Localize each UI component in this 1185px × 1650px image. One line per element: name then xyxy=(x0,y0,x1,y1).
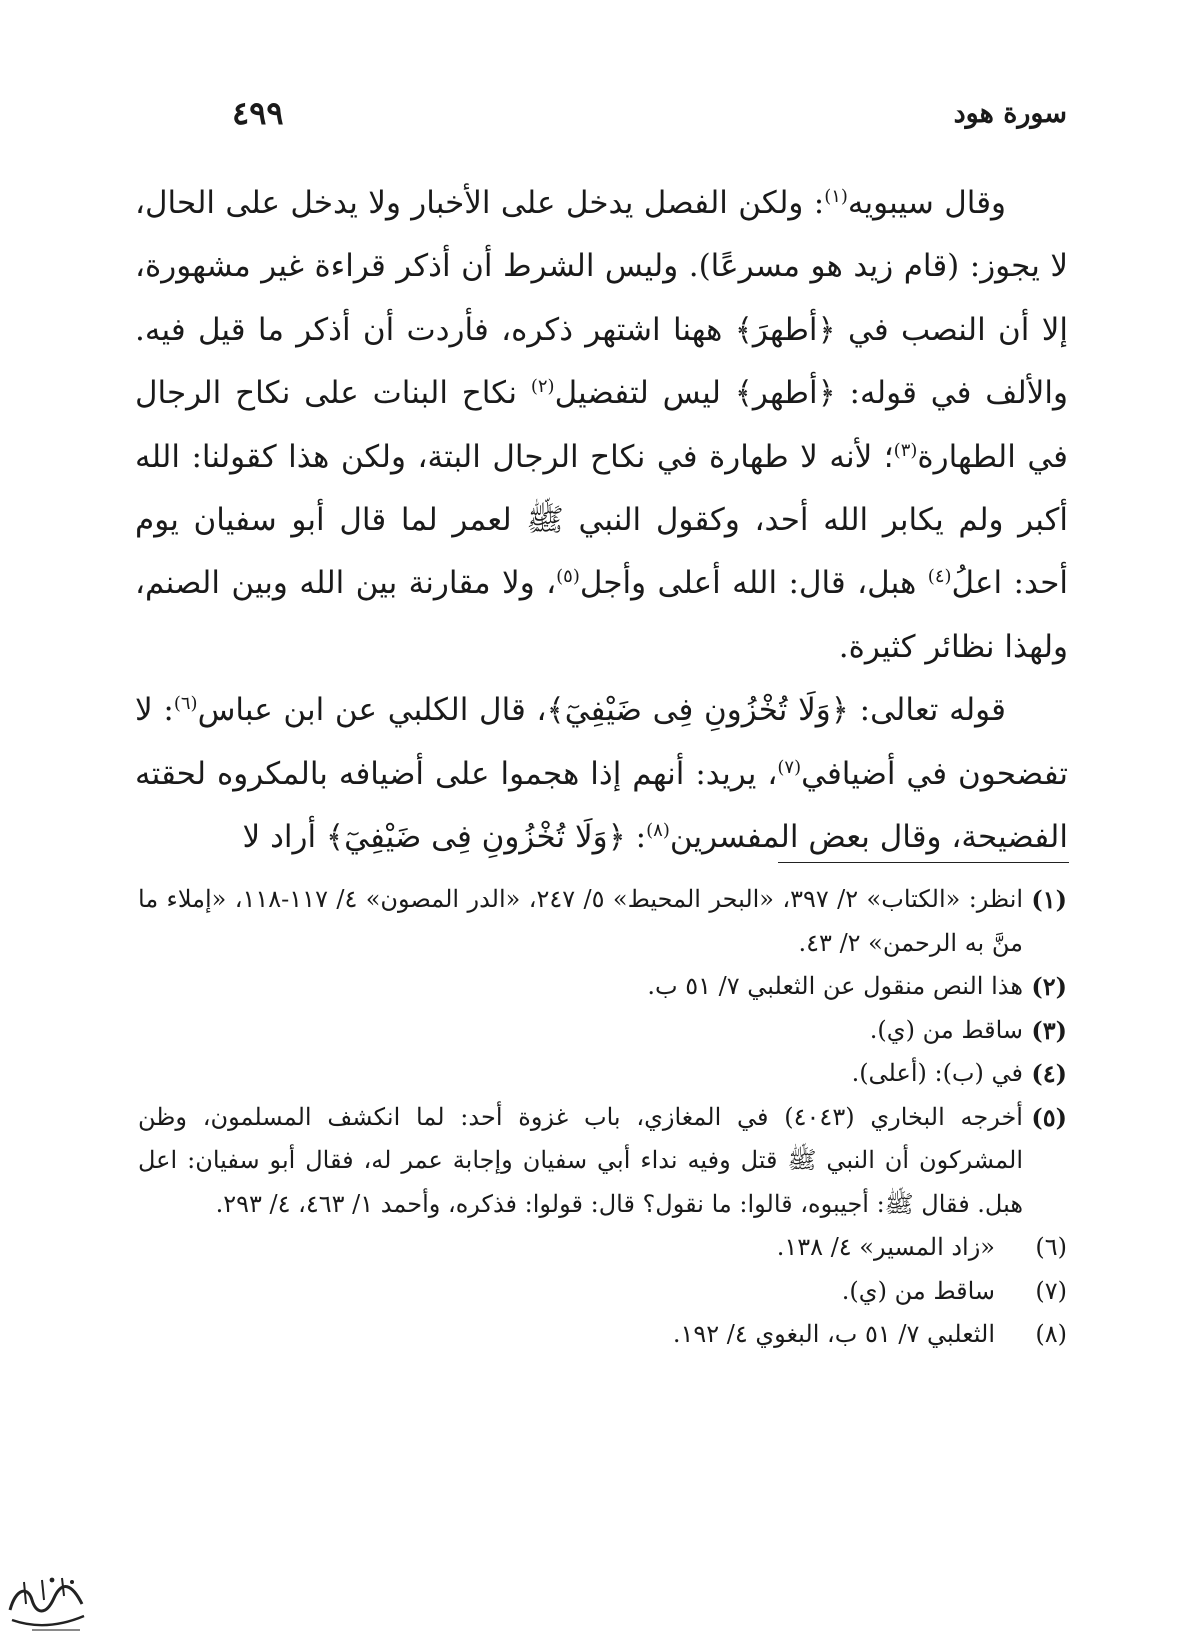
footnote-text: في (ب): (أعلى). xyxy=(851,1059,1023,1087)
footnote-number: (١) xyxy=(1031,885,1067,914)
text-run: قوله تعالى: ﴿وَلَا تُخْزُونِ فِى ضَيْفِيٓ﴾، قال الكلبي عن ابن عباس xyxy=(197,692,1006,729)
footnote-number: (٤) xyxy=(1031,1059,1067,1088)
footnote-ref-8[interactable]: (٨) xyxy=(646,820,670,842)
footnote-text: ساقط من (ي). xyxy=(841,1276,995,1305)
footnote-3 xyxy=(138,1009,1067,1053)
footnote-ref-1[interactable]: (١) xyxy=(824,186,848,207)
page-header xyxy=(232,92,1067,142)
footnote-number: (٧) xyxy=(1035,1276,1067,1305)
paragraph-2 xyxy=(135,679,1068,869)
footnote-ref-7[interactable]: (٧) xyxy=(777,756,802,778)
footnote-5 xyxy=(138,1096,1067,1227)
surah-title: سورة هود xyxy=(953,98,1067,129)
page-number: ٤٩٩ xyxy=(232,94,284,132)
footnote-text: «زاد المسير» ٤/ ١٣٨. xyxy=(776,1233,995,1261)
paragraph-1 xyxy=(135,172,1068,679)
footnote-text: أخرجه البخاري (٤٠٤٣) في المغازي، باب غزوة أحد: لما انكشف المسلمون، وظن المشركون أن النبي ﷺ قتل وفيه نداء أبي سفيان وإجابة عمر له، فقال أبو سفيان: اعل هبل. فقال ﷺ: أجيبوه، قالوا: ما نقول؟ قال: قولوا: فذكره، وأحمد ١/ ٤٦٣، ٤/ ٢٩٣. xyxy=(138,1102,1023,1218)
footnote-8 xyxy=(138,1313,1067,1357)
footnote-text: الثعلبي ٧/ ٥١ ب، البغوي ٤/ ١٩٢. xyxy=(672,1320,995,1348)
footnote-number: (٦) xyxy=(1035,1233,1067,1261)
footnote-6 xyxy=(138,1226,1067,1270)
footnote-number: (٨) xyxy=(1035,1320,1067,1348)
footnote-text: هذا النص منقول عن الثعلبي ٧/ ٥١ ب. xyxy=(647,972,1023,1000)
text-run: : ولكن الفصل يدخل على الأخبار ولا يدخل على الحال، لا يجوز: (قام زيد هو مسرعًا). وليس الشرط أن أذكر قراءة غير مشهورة، إلا أن النصب في ﴿أطهرَ﴾ ههنا اشتهر ذكره، فأردت أن أذكر ما قيل فيه. والألف في قوله: ﴿أطهر﴾ ليس لتفضيل xyxy=(135,185,1069,412)
footnotes xyxy=(138,878,1067,1357)
footnote-number: (٢) xyxy=(1031,972,1067,1001)
text-run: : لا تفضحون في أضيافي xyxy=(135,692,1068,792)
footnote-ref-2[interactable]: (٢) xyxy=(530,376,555,398)
footnote-7 xyxy=(138,1270,1067,1314)
footnote-number: (٥) xyxy=(1031,1102,1067,1132)
footnote-divider xyxy=(778,862,1069,863)
text-run: : ﴿وَلَا تُخْزُونِ فِى ضَيْفِيٓ﴾ أراد لا xyxy=(242,819,647,856)
text-run: ، ولا مقارنة بين الله وبين الصنم، ولهذا نظائر كثيرة. xyxy=(135,565,1068,665)
footnote-ref-4[interactable]: (٤) xyxy=(927,566,952,588)
main-text xyxy=(135,172,1068,869)
publisher-logo-icon xyxy=(2,1570,90,1640)
text-run: ، يريد: أنهم إذا هجموا على أضيافه بالمكروه لحقته الفضيحة، وقال بعض المفسرين xyxy=(135,755,1068,856)
text-run: ؛ لأنه لا طهارة في نكاح الرجال البتة، ولكن هذا كقولنا: الله أكبر ولم يكابر الله أحد، وكقول النبي ﷺ لعمر لما قال أبو سفيان يوم أحد: اعلُ xyxy=(135,438,1069,602)
footnote-number: (٣) xyxy=(1031,1015,1067,1045)
footnote-ref-5[interactable]: (٥) xyxy=(556,566,580,588)
text-run: نكاح البنات على نكاح الرجال في الطهارة xyxy=(135,375,1068,475)
footnote-text: انظر: «الكتاب» ٢/ ٣٩٧، «البحر المحيط» ٥/ ٢٤٧، «الدر المصون» ٤/ ١١٧-١١٨، «إملاء ما منَّ به الرحمن» ٢/ ٤٣. xyxy=(138,885,1024,957)
footnote-1 xyxy=(138,878,1067,965)
footnote-2 xyxy=(138,965,1067,1009)
footnote-ref-3[interactable]: (٣) xyxy=(893,439,918,461)
footnote-ref-6[interactable]: (٦) xyxy=(173,693,198,715)
text-run: وقال سيبويه xyxy=(847,185,1006,221)
text-run: هبل، قال: الله أعلى وأجل xyxy=(579,565,928,602)
footnote-text: ساقط من (ي). xyxy=(869,1015,1023,1044)
footnote-4 xyxy=(138,1052,1067,1096)
